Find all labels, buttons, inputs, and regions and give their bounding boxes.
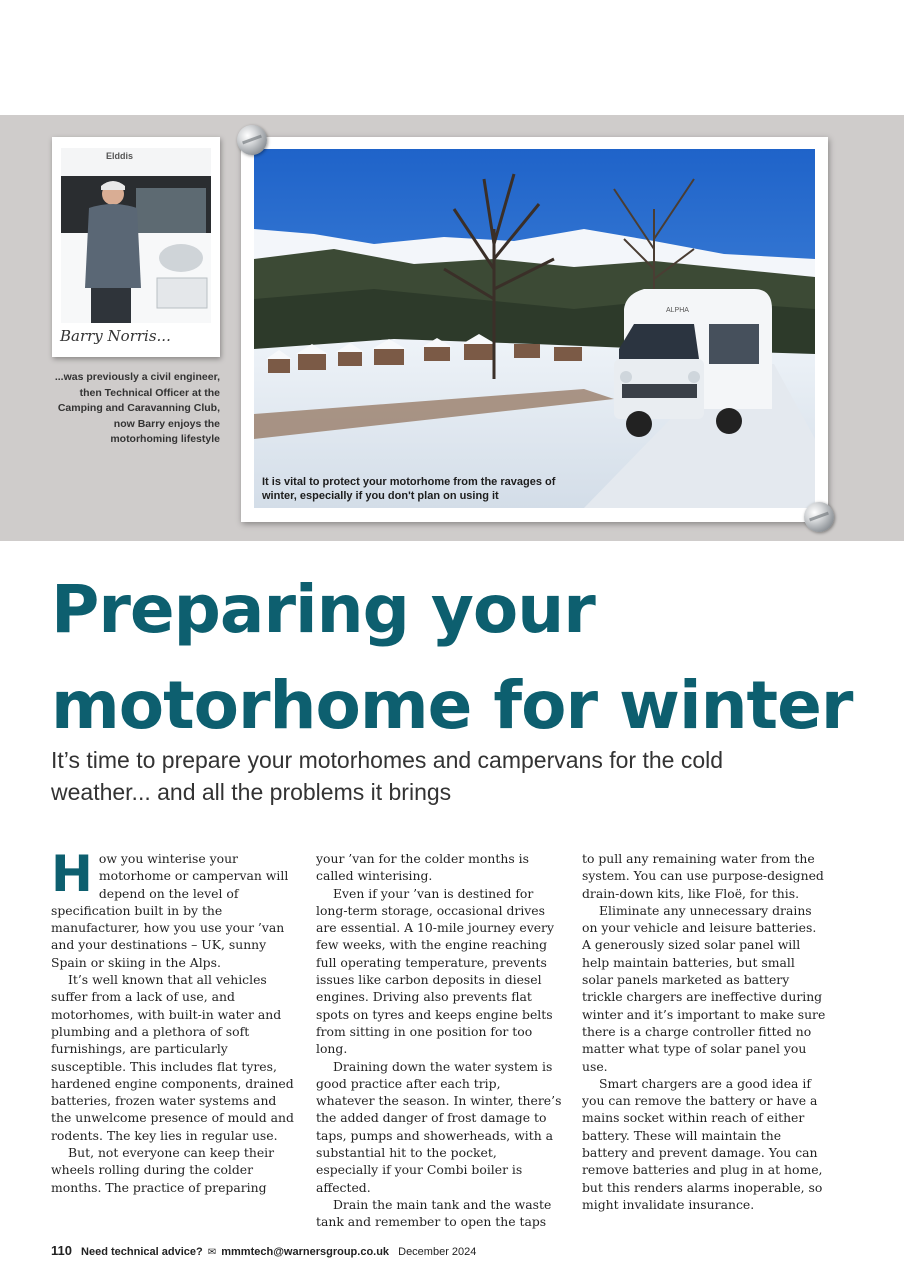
paragraph: to pull any remaining water from the system. You can use purpose-designed drain-down kits, like Floë, for this. [582, 851, 824, 901]
paragraph: ow you winterise your motorhome or campervan will depend on the level of specification built in by the manufacturer, how you use your ’van and your destinations – UK, sunny Spain or skiing in the Alps. [51, 851, 289, 970]
drop-cap: H [51, 845, 93, 903]
paragraph: Draining down the water system is good practice after each trip, whatever the season. In winter, there’s the added danger of frost damage to taps, pumps and showerheads, with a substantial hit to the pocket, especially if your Combi boiler is affected. [316, 1058, 562, 1195]
author-name: Barry Norris... [60, 327, 171, 345]
motorhome-badge: ALPHA [666, 307, 689, 314]
footer-email[interactable]: mmmtech@warnersgroup.co.uk [221, 1246, 390, 1258]
paragraph: Eliminate any unnecessary drains on your vehicle and leisure batteries. A generously sized solar panel will help maintain batteries, but small solar panels marketed as battery trickle chargers are ineffective during winter and it’s important to make sure there is a charge controller fitted no matter what type of solar panel you use. [582, 902, 826, 1074]
standfirst: It’s time to prepare your motorhomes and campervans for the cold weather... and all the problems it brings [51, 747, 724, 805]
author-van-badge: Elddis [106, 151, 134, 161]
paragraph: But, not everyone can keep their wheels rolling during the colder months. The practice of preparing [51, 1145, 275, 1195]
title-line-2: motorhome for winter [51, 667, 853, 744]
issue-date: December 2024 [398, 1246, 477, 1258]
title-line-1: Preparing your [51, 571, 595, 648]
page-number: 110 [51, 1243, 72, 1258]
page-footer [51, 1243, 476, 1258]
winter-motorhome-photo [254, 149, 815, 508]
article-title [51, 562, 871, 754]
article-column-2 [316, 850, 562, 1231]
author-polaroid [52, 137, 220, 357]
article-column-3 [582, 850, 828, 1213]
author-photo [61, 148, 211, 323]
footer-ask: Need technical advice? [81, 1246, 203, 1258]
paragraph: Smart chargers are a good idea if you can remove the battery or have a mains socket within reach of either battery. These will maintain the battery and prevent damage. You can remove batteries and plug in at home, but this renders alarms inoperable, so might invalidate insurance. [582, 1075, 823, 1212]
pin-icon [237, 125, 267, 155]
mail-icon: ✉ [207, 1247, 217, 1258]
article-column-1 [51, 845, 297, 1196]
paragraph: Even if your ’van is destined for long-term storage, occasional drives are essential. A 10-mile journey every few weeks, with the engine reaching full operating temperature, prevents issues like carbon deposits in diesel engines. Driving also prevents flat spots on tyres and keeps engine belts from sitting in one position for too long. [316, 885, 554, 1057]
paragraph: your ’van for the colder months is called winterising. [316, 851, 529, 884]
paragraph: Drain the main tank and the waste tank and remember to open the taps [316, 1196, 552, 1230]
author-bio: ...was previously a civil engineer, then Technical Officer at the Camping and Caravanning Club, now Barry enjoys the motorhoming lifestyle [54, 371, 220, 445]
photo-caption: It is vital to protect your motorhome from the ravages of winter, especially if you don't plan on using it [262, 476, 556, 502]
pin-icon [804, 502, 834, 532]
main-photo-frame [241, 137, 828, 522]
paragraph: It’s well known that all vehicles suffer from a lack of use, and motorhomes, with built-in water and plumbing and a plethora of soft furnishings, are particularly susceptible. This includes flat tyres, hardened engine components, drained batteries, frozen water systems and the unwelcome presence of mould and rodents. The key lies in regular use. [51, 972, 294, 1143]
